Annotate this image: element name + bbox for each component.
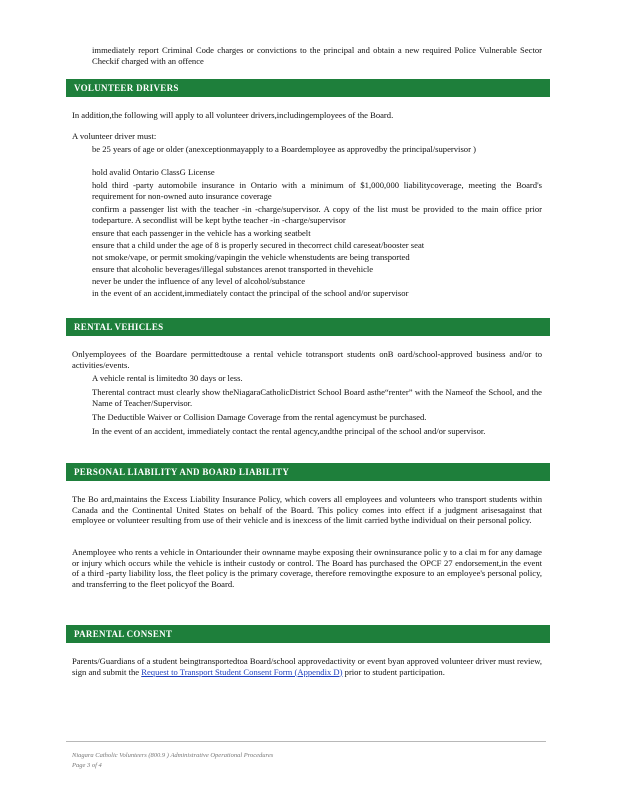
list-item-text: ensure that a child under the age of 8 is properly secured in thecorrect child careseat/booster seat xyxy=(92,240,425,250)
liability-paragraph-2: Anemployee who rents a vehicle in Ontariounder their ownname maybe exposing their owninsurance polic y to a clai m for any damage or injury which occurs while the vehicle is intheir custody or control. The Board has purchased the OPCF 27 endorsement,in the event of a third -party liability loss, the fleet policy is the primary coverage, therefore removingthe exposure to an employee's personal policy, and transferring to the fleet policyof the Board. xyxy=(72,547,542,589)
footer-divider xyxy=(66,741,546,742)
list-item xyxy=(92,264,542,275)
list-item-text: not smoke/vape, or permit smoking/vapingin the vehicle whenstudents are being transported xyxy=(92,252,410,262)
list-item xyxy=(92,412,542,423)
list-item xyxy=(92,228,542,239)
section-header-volunteer-drivers: VOLUNTEER DRIVERS xyxy=(66,79,550,97)
section-header-parental-consent: PARENTAL CONSENT xyxy=(66,625,550,643)
volunteer-lead: A volunteer driver must: xyxy=(72,131,157,141)
volunteer-intro: In addition,the following will apply to all volunteer drivers,includingemployees of the Board. xyxy=(72,110,394,120)
parental-consent-paragraph xyxy=(72,656,542,677)
list-item xyxy=(92,240,542,251)
list-item-text: confirm a passenger list with the teacher -in -charge/supervisor. A copy of the list must be provided to the main office prior todeparture. A secondlist will be kept bythe teacher -in -charge/supervisor xyxy=(92,204,542,225)
parental-text-after: prior to student participation. xyxy=(344,666,445,677)
list-item-text: be 25 years of age or older (anexceptionmayapply to a Boardemployee as approvedby the principal/supervisor ) xyxy=(92,144,476,154)
consent-form-link[interactable]: Request to Transport Student Consent Form (Appendix D) xyxy=(141,666,343,677)
list-item xyxy=(92,288,542,299)
list-item-text: A vehicle rental is limitedto 30 days or less. xyxy=(92,373,243,383)
list-item xyxy=(92,144,542,155)
list-item xyxy=(92,276,542,287)
list-item-text: ensure that alcoholic beverages/illegal substances arenot transported in thevehicle xyxy=(92,264,374,274)
list-item-text: ensure that each passenger in the vehicle has a working seatbelt xyxy=(92,228,311,238)
list-item xyxy=(92,167,542,178)
list-item-text: in the event of an accident,immediately contact the principal of the school and/or supervisor xyxy=(92,288,409,298)
footer-document-title: Niagara Catholic Volunteers (800.9 ) Administrative Operational Procedures xyxy=(72,752,274,759)
list-item xyxy=(92,426,542,437)
list-item xyxy=(92,45,542,66)
list-item-text: hold third -party automobile insurance in Ontario with a minimum of $1,000,000 liabilitycoverage, meeting the Board's requirement for non-owned auto insurance coverage xyxy=(92,180,542,201)
liability-paragraph-1: The Bo ard,maintains the Excess Liability Insurance Policy, which covers all employees and volunteers who transport students within Canada and the Continental United States on behalf of the Board. This policy comes into effect if a judgment arisesagainst that employee or volunteer resulting from use of their vehicle and is inexcess of the limit carried bythe individual on their personal policy. xyxy=(72,494,542,526)
list-item xyxy=(92,373,542,384)
list-item xyxy=(92,180,542,201)
footer-page-number: Page 3 of 4 xyxy=(72,762,102,769)
list-item-text: never be under the influence of any level of alcohol/substance xyxy=(92,276,306,286)
list-item xyxy=(92,204,542,225)
list-item-text: In the event of an accident, immediately contact the rental agency,andthe principal of the school and/or supervisor. xyxy=(92,426,486,436)
list-item-text: hold avalid Ontario ClassG License xyxy=(92,167,215,177)
list-item xyxy=(92,252,542,263)
list-item-text: immediately report Criminal Code charges or convictions to the principal and obtain a new required Police Vulnerable Sector Checkif charged with an offence xyxy=(92,45,542,66)
rental-intro: Onlyemployees of the Boardare permittedtouse a rental vehicle totransport students onB oard/school-approved business and/or to activities/events. xyxy=(72,349,542,370)
list-item-text: Therental contract must clearly show theNiagaraCatholicDistrict School Board asthe“renter” with the Nameof the School, and the Name of Teacher/Supervisor. xyxy=(92,387,542,408)
list-item-text: The Deductible Waiver or Collision Damage Coverage from the rental agencymust be purchased. xyxy=(92,412,427,422)
section-header-personal-liability: PERSONAL LIABILITY AND BOARD LIABILITY xyxy=(66,463,550,481)
list-item xyxy=(92,387,542,408)
parental-text-before: Parents/Guardians of a student beingtransportedtoa Board/school approvedactivity or event byan approved volunteer driver must review, sign and submit the xyxy=(72,656,542,677)
section-header-rental-vehicles: RENTAL VEHICLES xyxy=(66,318,550,336)
